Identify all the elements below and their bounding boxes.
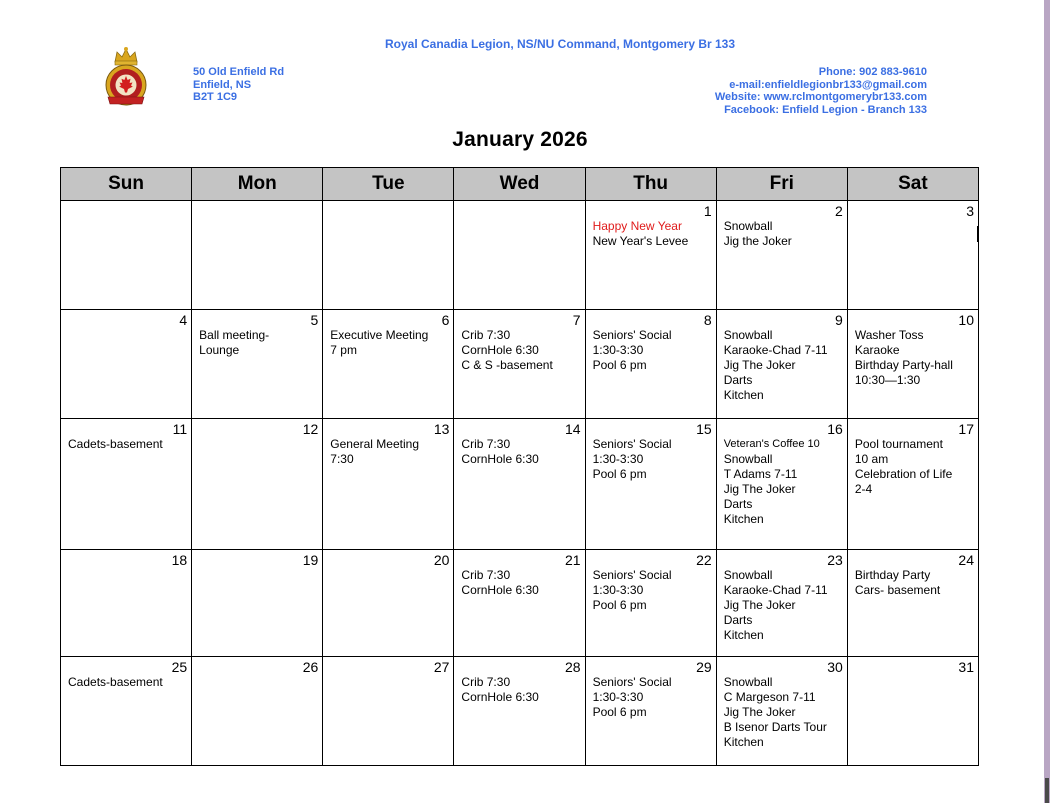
day-cell — [716, 550, 847, 657]
day-cell — [454, 310, 585, 419]
event-text: Birthday Party-hall — [854, 358, 953, 372]
day-cell — [192, 550, 323, 657]
address-line: Enfield, NS — [193, 78, 252, 91]
branch-contact — [600, 66, 927, 116]
day-cell — [192, 201, 323, 310]
event-text: Snowball — [723, 219, 773, 233]
day-cell — [847, 310, 978, 419]
day-cell — [454, 201, 585, 310]
weekday-header: Fri — [716, 168, 847, 201]
event-text: Pool 6 pm — [592, 467, 647, 481]
day-number: 5 — [310, 312, 319, 328]
month-title: January 2026 — [452, 128, 588, 151]
day-number: 18 — [171, 552, 188, 568]
day-cell — [585, 310, 716, 419]
event-text: 1:30-3:30 — [592, 690, 644, 704]
day-number: 28 — [564, 659, 581, 675]
event-text: Jig The Joker — [723, 358, 796, 372]
week-row — [61, 310, 979, 419]
day-number: 30 — [827, 659, 843, 675]
day-number: 17 — [958, 421, 974, 437]
event-text: Karaoke-Chad 7-11 — [723, 583, 828, 597]
event-text: 1:30-3:30 — [592, 583, 644, 597]
week-row — [61, 657, 979, 766]
day-number: 29 — [696, 659, 712, 675]
event-text: C Margeson 7-11 — [723, 690, 816, 704]
day-number: 2 — [835, 203, 843, 219]
day-cell — [454, 657, 585, 766]
event-text: C & S -basement — [461, 358, 553, 372]
event-text: Celebration of Life — [854, 467, 953, 481]
event-text: Jig The Joker — [723, 705, 796, 719]
day-cell — [585, 201, 716, 310]
event-text: Crib 7:30 — [461, 328, 511, 342]
event-text: Snowball — [723, 452, 773, 466]
email-line: e-mail:enfieldlegionbr133@gmail.com — [729, 78, 927, 91]
event-text: Birthday Party — [854, 568, 931, 582]
event-text: Ball meeting- — [199, 328, 270, 342]
day-number: 9 — [835, 312, 843, 328]
day-number — [330, 203, 449, 219]
day-number: 14 — [564, 421, 581, 437]
event-text: CornHole 6:30 — [461, 452, 539, 466]
day-number: 20 — [433, 552, 450, 568]
event-text: Kitchen — [723, 628, 764, 642]
day-number: 10 — [958, 312, 974, 328]
day-cell — [61, 310, 192, 419]
event-text: Washer Toss — [854, 328, 924, 342]
weekday-header: Mon — [192, 168, 323, 201]
event-text: Pool 6 pm — [592, 705, 647, 719]
day-cell — [61, 550, 192, 657]
event-text: New Year's Levee — [592, 234, 689, 248]
weekday-header: Tue — [323, 168, 454, 201]
day-cell — [716, 657, 847, 766]
weekday-header-row — [61, 168, 979, 201]
day-cell — [61, 419, 192, 550]
day-cell — [192, 419, 323, 550]
event-text: Cars- basement — [854, 583, 941, 597]
weekday-header: Sun — [61, 168, 192, 201]
branch-address — [193, 66, 284, 104]
event-text: Jig the Joker — [723, 234, 792, 248]
event-text: T Adams 7-11 — [723, 467, 798, 481]
day-cell — [454, 550, 585, 657]
day-number: 3 — [966, 203, 974, 219]
event-text: 10 am — [854, 452, 889, 466]
event-text: Jig The Joker — [723, 598, 796, 612]
day-number: 11 — [172, 421, 188, 437]
event-text: Darts — [723, 373, 753, 387]
event-text: Karaoke — [854, 343, 900, 357]
day-number: 4 — [179, 312, 188, 328]
event-text: General Meeting — [330, 437, 419, 451]
day-cell — [716, 310, 847, 419]
day-cell — [192, 310, 323, 419]
event-text: Crib 7:30 — [461, 568, 511, 582]
day-cell — [847, 419, 978, 550]
day-number: 16 — [827, 421, 843, 437]
facebook-line: Facebook: Enfield Legion - Branch 133 — [724, 103, 927, 116]
event-text: Pool 6 pm — [592, 598, 647, 612]
day-cell — [323, 550, 454, 657]
day-number: 31 — [958, 659, 974, 675]
day-number: 27 — [433, 659, 450, 675]
day-number: 13 — [433, 421, 450, 437]
address-line: 50 Old Enfield Rd — [193, 66, 285, 78]
day-cell — [585, 550, 716, 657]
event-text: Executive Meeting — [330, 328, 429, 342]
event-text: CornHole 6:30 — [461, 690, 539, 704]
event-text: Crib 7:30 — [461, 675, 511, 689]
day-number — [199, 203, 318, 219]
day-number: 19 — [302, 552, 319, 568]
event-text: Darts — [723, 613, 753, 627]
window-right-edge — [1044, 0, 1050, 803]
day-number: 7 — [572, 312, 581, 328]
calendar-grid — [60, 167, 979, 766]
event-text: 10:30—1:30 — [854, 373, 921, 387]
event-text: Darts — [723, 497, 753, 511]
week-row — [61, 419, 979, 550]
phone-line: Phone: 902 883-9610 — [818, 66, 927, 78]
day-cell — [323, 657, 454, 766]
weekday-header: Thu — [585, 168, 716, 201]
week-row — [61, 201, 979, 310]
event-text: Cadets-basement — [68, 437, 163, 451]
day-number: 6 — [441, 312, 450, 328]
day-cell — [847, 657, 978, 766]
day-cell — [192, 657, 323, 766]
event-text: Seniors' Social — [592, 328, 672, 342]
day-number: 1 — [703, 203, 712, 219]
day-number: 23 — [827, 552, 843, 568]
weekday-header: Sat — [847, 168, 978, 201]
event-text: Snowball — [723, 568, 773, 582]
event-text: Jig The Joker — [723, 482, 796, 496]
day-cell — [716, 419, 847, 550]
calendar-weeks — [61, 201, 979, 766]
event-text: Pool tournament — [854, 437, 943, 451]
day-number: 24 — [958, 552, 974, 568]
event-text: Kitchen — [723, 735, 764, 749]
website-line: Website: www.rclmontgomerybr133.com — [714, 91, 927, 103]
day-cell — [323, 310, 454, 419]
event-text: Kitchen — [723, 388, 764, 402]
event-text: Snowball — [723, 328, 773, 342]
event-text: Kitchen — [723, 512, 764, 526]
event-text: Karaoke-Chad 7-11 — [723, 343, 828, 357]
day-cell — [61, 657, 192, 766]
week-row — [61, 550, 979, 657]
day-cell — [716, 201, 847, 310]
event-text: Seniors' Social — [592, 675, 672, 689]
address-line: B2T 1C9 — [193, 91, 238, 103]
day-cell — [323, 201, 454, 310]
event-text: 7 pm — [330, 343, 357, 357]
event-text: CornHole 6:30 — [461, 583, 539, 597]
day-cell — [847, 201, 978, 310]
event-text: Pool 6 pm — [592, 358, 647, 372]
event-text: Crib 7:30 — [461, 437, 511, 451]
weekday-header: Wed — [454, 168, 585, 201]
day-cell — [585, 419, 716, 550]
event-text: 1:30-3:30 — [592, 452, 644, 466]
day-number: 12 — [302, 421, 319, 437]
day-cell — [585, 657, 716, 766]
day-number: 21 — [564, 552, 581, 568]
event-text: Cadets-basement — [68, 675, 163, 689]
legion-logo-icon — [101, 44, 151, 110]
day-number: 26 — [302, 659, 319, 675]
day-number: 15 — [696, 421, 712, 437]
event-text: Snowball — [723, 675, 773, 689]
day-number: 22 — [696, 552, 712, 568]
day-number: 8 — [703, 312, 712, 328]
event-text: Seniors' Social — [592, 568, 672, 582]
scroll-mark — [1045, 778, 1049, 803]
event-text: 7:30 — [330, 452, 354, 466]
day-cell — [323, 419, 454, 550]
day-cell — [847, 550, 978, 657]
event-text: 2-4 — [854, 482, 873, 496]
event-text: 1:30-3:30 — [592, 343, 644, 357]
day-number — [461, 203, 580, 219]
event-text: Lounge — [199, 343, 240, 357]
org-name: Royal Canadia Legion, NS/NU Command, Montgomery Br 133 — [384, 37, 736, 51]
day-number: 25 — [171, 659, 188, 675]
event-text: Veteran's Coffee 10 — [723, 438, 820, 450]
event-text: Happy New Year — [592, 219, 682, 233]
day-cell — [61, 201, 192, 310]
event-text: Seniors' Social — [592, 437, 672, 451]
event-text: CornHole 6:30 — [461, 343, 539, 357]
day-cell — [454, 419, 585, 550]
text-cursor-mark — [977, 226, 979, 242]
day-number — [68, 203, 187, 219]
event-text: B Isenor Darts Tour — [723, 720, 827, 734]
